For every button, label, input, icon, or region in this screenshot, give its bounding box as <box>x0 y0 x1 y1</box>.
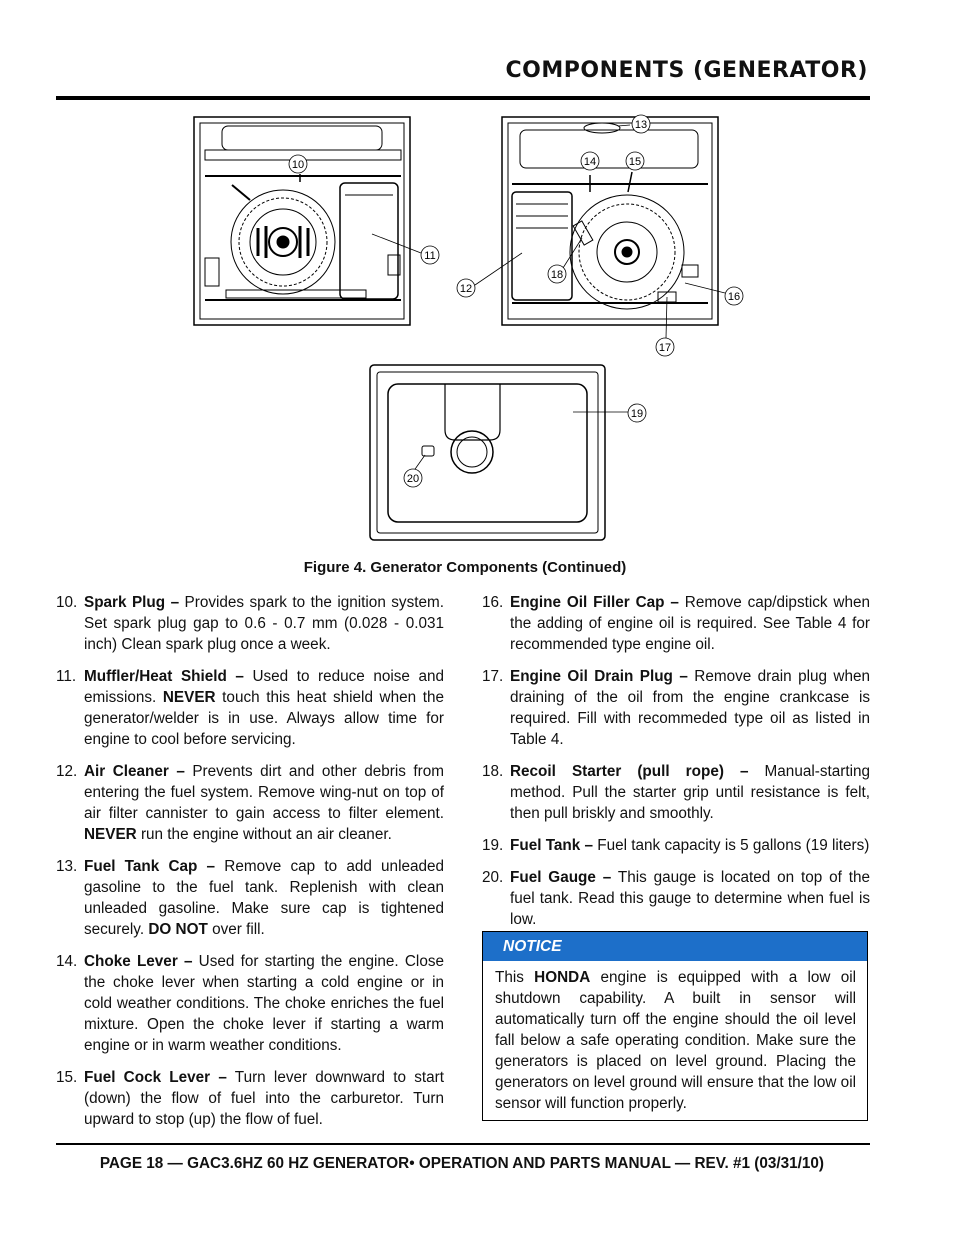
item-number: 20. <box>482 869 504 886</box>
item-description: run the engine without an air cleaner. <box>136 826 392 843</box>
component-item <box>56 666 444 750</box>
item-name: Air Cleaner – <box>84 763 185 780</box>
notice-title: NOTICE <box>483 932 867 961</box>
item-name: Muffler/Heat Shield – <box>84 668 244 685</box>
svg-text:15: 15 <box>628 156 642 168</box>
item-name: Fuel Gauge – <box>510 869 612 886</box>
component-item <box>482 835 870 856</box>
item-description: touch this heat shield when the generator/welder is in use. Always allow time for engine to cool before servicing. <box>84 689 444 748</box>
item-description: Used to reduce noise and emissions. <box>84 668 444 706</box>
callout-11 <box>421 246 439 264</box>
notice-body <box>483 961 867 1120</box>
component-item <box>56 1067 444 1130</box>
item-description: Remove drain plug when draining of the oil from the engine crankcase is required. Fill with recommeded type oil as listed in Table 4. <box>510 668 871 748</box>
page-footer: PAGE 18 — GAC3.6HZ 60 HZ GENERATOR• OPERATION AND PARTS MANUAL — REV. #1 (03/31/10) <box>99 1155 824 1172</box>
item-number: 14. <box>56 953 78 970</box>
fuel-tank-top-view <box>370 365 628 540</box>
item-number: 11. <box>56 668 77 685</box>
svg-text:13: 13 <box>634 119 648 131</box>
footer-rule <box>56 1143 870 1145</box>
generator-left-view <box>194 117 421 325</box>
generator-right-view <box>475 117 725 338</box>
item-number: 12. <box>56 763 78 780</box>
item-description: Used for starting the engine. Close the choke lever when starting a cold engine or in cold weather conditions. The choke enriches the fuel mixture. Open the choke lever if starting a warm engine or in warm weather conditions. <box>84 953 444 1054</box>
component-item <box>482 761 870 824</box>
item-description: Prevents dirt and other debris from entering the fuel system. Remove wing-nut on top of air filter cannister to gain access to filter element. <box>84 763 444 822</box>
callout-16 <box>725 287 743 305</box>
callout-18 <box>548 265 566 283</box>
item-name: Engine Oil Drain Plug – <box>510 668 688 685</box>
component-list-right <box>482 592 870 941</box>
item-name: Choke Lever – <box>84 953 193 970</box>
item-name: Fuel Cock Lever – <box>84 1069 227 1086</box>
component-item <box>56 761 444 845</box>
notice-text: engine is equipped with a low oil shutdown capability. A built in sensor will automatically turn off the engine should the oil level fall below a safe operating condition. Make sure the generators is placed on level ground. Placing the generators on level ground will ensure that the low oil sensor will function properly. <box>495 969 856 1112</box>
callout-13 <box>632 115 650 133</box>
figure-caption: Figure 4. Generator Components (Continued) <box>303 559 627 576</box>
svg-text:20: 20 <box>406 473 420 485</box>
item-description: Turn lever downward to start (down) the flow of fuel into the carburetor. Turn upward to stop (up) the flow of fuel. <box>84 1069 444 1128</box>
item-warning: NEVER <box>84 826 137 843</box>
component-list-left <box>56 592 444 1141</box>
item-number: 15. <box>56 1069 78 1086</box>
svg-text:11: 11 <box>424 250 436 262</box>
item-description: Remove cap/dipstick when the adding of engine oil is required. See Table 4 for recommended type engine oil. <box>510 594 870 653</box>
svg-text:12: 12 <box>459 283 473 295</box>
svg-text:10: 10 <box>291 159 305 171</box>
svg-text:14: 14 <box>583 156 597 168</box>
component-item <box>482 867 870 930</box>
item-name: Fuel Tank Cap – <box>84 858 216 875</box>
generator-components-figure <box>0 0 954 560</box>
item-description: This gauge is located on top of the fuel tank. Read this gauge to determine when fuel is low. <box>510 869 870 928</box>
component-item <box>56 592 444 655</box>
item-number: 13. <box>56 858 78 875</box>
item-number: 19. <box>482 837 504 854</box>
item-description: over fill. <box>207 921 265 938</box>
callout-12 <box>457 279 475 297</box>
callout-17 <box>656 338 674 356</box>
item-number: 18. <box>482 763 504 780</box>
item-name: Spark Plug – <box>84 594 180 611</box>
component-item <box>56 951 444 1056</box>
page-title: COMPONENTS (GENERATOR) <box>505 58 868 83</box>
item-number: 17. <box>482 668 504 685</box>
item-name: Engine Oil Filler Cap – <box>510 594 679 611</box>
notice-text: This <box>495 969 535 986</box>
component-item <box>56 856 444 940</box>
item-number: 10. <box>56 594 78 611</box>
item-number: 16. <box>482 594 504 611</box>
item-warning: NEVER <box>162 689 216 706</box>
item-description: Remove cap to add unleaded gasoline to the fuel tank. Replenish with clean unleaded gasoline. Make sure cap is tightened securely. <box>84 858 445 938</box>
svg-text:16: 16 <box>727 291 741 303</box>
callout-14 <box>581 152 599 170</box>
svg-text:18: 18 <box>550 269 564 281</box>
item-warning: DO NOT <box>148 921 208 938</box>
callout-15 <box>626 152 644 170</box>
item-name: Fuel Tank – <box>510 837 594 854</box>
item-description: Fuel tank capacity is 5 gallons (19 liters) <box>593 837 870 854</box>
component-item <box>482 592 870 655</box>
callout-20 <box>404 469 422 487</box>
item-description: Provides spark to the ignition system. Set spark plug gap to 0.6 - 0.7 mm (0.028 - 0.031 inch) Clean spark plug once a week. <box>84 594 444 653</box>
callout-19 <box>628 404 646 422</box>
callout-10 <box>289 155 307 173</box>
component-item <box>482 666 870 750</box>
svg-text:17: 17 <box>658 342 672 354</box>
notice-brand: HONDA <box>534 969 591 986</box>
svg-text:19: 19 <box>630 408 644 420</box>
notice-box <box>482 931 868 1121</box>
item-name: Recoil Starter (pull rope) – <box>510 763 749 780</box>
item-description: Manual-starting method. Pull the starter grip until resistance is felt, then pull briskly and smoothly. <box>510 763 870 822</box>
